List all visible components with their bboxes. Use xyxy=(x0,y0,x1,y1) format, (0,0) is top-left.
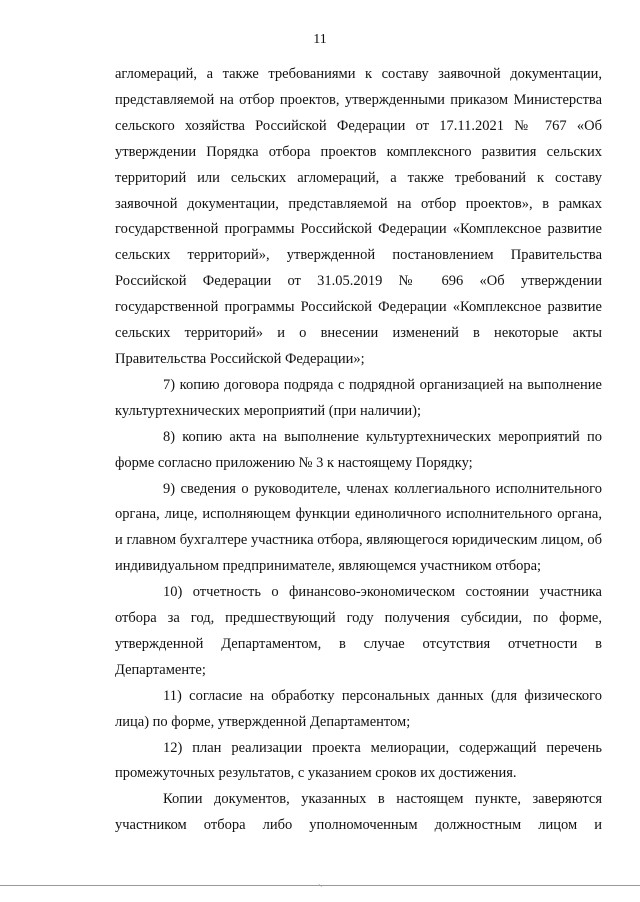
paragraph-item-11: 11) согласие на обработку персональных данных (для физического лица) по форме, утвержденной Департаментом; xyxy=(115,687,602,730)
paragraph-item-8: 8) копию акта на выполнение культуртехнических мероприятий по форме согласно приложению № 3 к настоящему Порядку; xyxy=(115,428,602,471)
paragraph-item-7: 7) копию договора подряда с подрядной организацией на выполнение культуртехнических мероприятий (при наличии); xyxy=(115,376,602,419)
document-body xyxy=(115,62,602,839)
paragraph-copies-certification: Копии документов, указанных в настоящем пункте, заверяются участником отбора либо уполномоченным должностным лицом и xyxy=(115,791,602,834)
page-number: 11 xyxy=(313,32,327,47)
paragraph-item-10: 10) отчетность о финансово-экономическом состоянии участника отбора за год, предшествующий году получения субсидии, по форме, утвержденной Департаментом, в случае отсутствия отчетности в Департаменте; xyxy=(115,584,602,678)
paragraph-continuation: агломераций, а также требованиями к составу заявочной документации, представляемой на отбор проектов, утвержденными приказом Министерства сельского хозяйства Российской Федерации от 17.11.2021 № 767 «Об утверждении Порядка отбора проектов комплексного развития сельских территорий или сельских агломераций, а также требований к составу заявочной документации, представляемой на отбор проектов», в рамках государственной программы Российской Федерации «Комплексное развитие сельских территорий», утвержденной постановлением Правительства Российской Федерации от 31.05.2019 № 696 «Об утверждении государственной программы Российской Федерации «Комплексное развитие сельских территорий» и о внесении изменений в некоторые акты Правительства Российской Федерации»; xyxy=(115,66,602,367)
paragraph-item-12: 12) план реализации проекта мелиорации, содержащий перечень промежуточных результатов, с указанием сроков их достижения. xyxy=(115,739,602,782)
paragraph-item-9: 9) сведения о руководителе, членах коллегиального исполнительного органа, лице, исполняющем функции единоличного исполнительного органа, и главном бухгалтере участника отбора, являющегося юридическим лицом, об индивидуальном предпринимателе, являющемся участником отбора; xyxy=(115,480,602,575)
scan-artifact-mark: ⸌ xyxy=(318,882,323,892)
